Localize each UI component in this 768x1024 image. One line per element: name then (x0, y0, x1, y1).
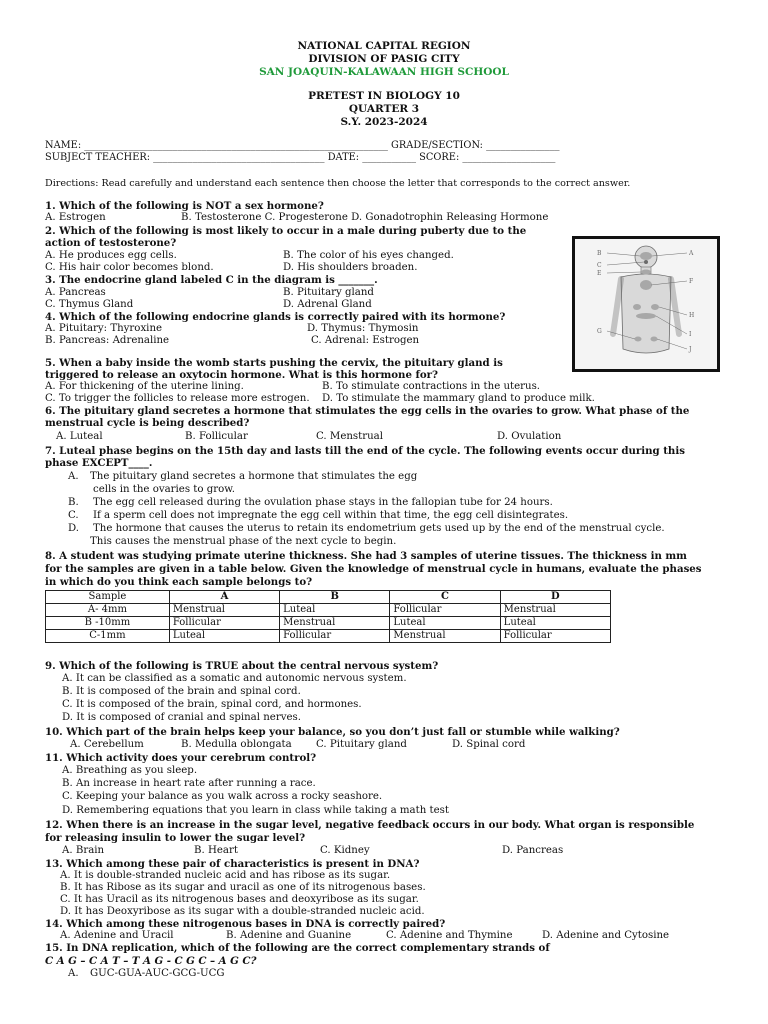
q6-option-c[interactable]: C. Menstrual (316, 431, 384, 442)
q14-option-b[interactable]: B. Adenine and Guanine (226, 930, 352, 941)
q7-option-b-letter[interactable]: B. (68, 497, 79, 508)
q13-option-d[interactable]: D. It has Deoxyribose as its sugar with a double-stranded nucleic acid. (60, 906, 425, 917)
q11-option-d[interactable]: D. Remembering equations that you learn in class while taking a math test (62, 805, 449, 816)
school-heading: SAN JOAQUIN-KALAWAAN HIGH SCHOOL (259, 66, 509, 78)
q7-option-c[interactable]: If a sperm cell does not impregnate the egg cell within that time, the egg cell disintegrates. (93, 510, 569, 521)
q2-option-b[interactable]: B. The color of his eyes changed. (283, 250, 454, 261)
q5-option-c[interactable]: C. To trigger the follicles to release more estrogen. (45, 393, 310, 404)
q9-option-b[interactable]: B. It is composed of the brain and spinal cord. (62, 686, 301, 697)
table-row (46, 630, 611, 643)
table-cell: Luteal (500, 617, 610, 630)
q15-stem: 15. In DNA replication, which of the following are the correct complementary strands of (45, 942, 550, 954)
q13-option-a[interactable]: A. It is double-stranded nucleic acid and has ribose as its sugar. (60, 870, 391, 881)
table-cell: B -10mm (46, 617, 170, 630)
table-header-sample: Sample (46, 591, 170, 604)
q14-option-a[interactable]: A. Adenine and Uracil (60, 930, 174, 941)
table-header-c: C (390, 591, 500, 604)
q11-option-a[interactable]: A. Breathing as you sleep. (62, 765, 198, 776)
q6-stem-line1: 6. The pituitary gland secretes a hormone that stimulates the egg cells in the ovaries to grow. What phase of the (45, 405, 690, 417)
table-row (46, 617, 611, 630)
q8-stem-line1: 8. A student was studying primate uterine thickness. She had 3 samples of uterine tissues. The thickness in mm (45, 550, 687, 562)
table-cell: Luteal (390, 617, 500, 630)
q10-option-d[interactable]: D. Spinal cord (452, 739, 526, 750)
q13-option-c[interactable]: C. It has Uracil as its nitrogenous bases and deoxyribose as its sugar. (60, 894, 419, 905)
region-heading: NATIONAL CAPITAL REGION (297, 40, 471, 52)
q1-options-bcd[interactable]: B. Testosterone C. Progesterone D. Gonadotrophin Releasing Hormone (181, 212, 549, 223)
table-cell: Follicular (390, 604, 500, 617)
q6-option-d[interactable]: D. Ovulation (497, 431, 562, 442)
q6-option-a[interactable]: A. Luteal (56, 431, 103, 442)
directions-text: Directions: Read carefully and understand each sentence then choose the letter that corresponds to the correct answer. (45, 178, 631, 189)
q7-option-a-letter[interactable]: A. (68, 471, 79, 482)
diagram-label-e: E (597, 270, 602, 277)
q7-option-d-line2[interactable]: This causes the menstrual phase of the next cycle to begin. (90, 536, 397, 547)
uterine-thickness-table (45, 590, 611, 643)
table-cell: Luteal (280, 604, 390, 617)
q9-option-d[interactable]: D. It is composed of cranial and spinal nerves. (62, 712, 301, 723)
q4-stem: 4. Which of the following endocrine glands is correctly paired with its hormone? (45, 311, 506, 323)
q10-option-b[interactable]: B. Medulla oblongata (181, 739, 292, 750)
q7-option-d-line1[interactable]: The hormone that causes the uterus to retain its endometrium gets used up by the end of the menstrual cycle. (93, 523, 665, 534)
q15-option-a-letter[interactable]: A. (68, 968, 79, 979)
q7-option-d-letter[interactable]: D. (68, 523, 80, 534)
q5-option-a[interactable]: A. For thickening of the uterine lining. (45, 381, 244, 392)
q12-option-d[interactable]: D. Pancreas (502, 845, 564, 856)
table-cell: Follicular (500, 630, 610, 643)
q5-stem-line1: 5. When a baby inside the womb starts pushing the cervix, the pituitary gland is (45, 357, 503, 369)
q9-option-c[interactable]: C. It is composed of the brain, spinal cord, and hormones. (62, 699, 362, 710)
q8-stem-line2: for the samples are given in a table below. Given the knowledge of menstrual cycle in humans, evaluate the phases (45, 563, 702, 575)
q14-option-c[interactable]: C. Adenine and Thymine (386, 930, 513, 941)
school-year-label: S.Y. 2023-2024 (340, 116, 428, 128)
q5-option-d[interactable]: D. To stimulate the mammary gland to produce milk. (322, 393, 595, 404)
teacher-date-score-fields[interactable]: SUBJECT TEACHER: ___________________________________ DATE: ___________ SCORE: ___________________ (45, 152, 556, 163)
q13-option-b[interactable]: B. It has Ribose as its sugar and uracil as one of its nitrogenous bases. (60, 882, 426, 893)
q9-stem: 9. Which of the following is TRUE about the central nervous system? (45, 660, 439, 672)
table-header-d: D (500, 591, 610, 604)
q14-option-d[interactable]: D. Adenine and Cytosine (542, 930, 670, 941)
diagram-label-f: F (689, 278, 694, 285)
test-title: PRETEST IN BIOLOGY 10 (308, 90, 460, 102)
name-grade-fields[interactable]: NAME: ______________________________________________________________ GRADE/SECTION: _______________ (45, 140, 560, 151)
q11-stem: 11. Which activity does your cerebrum control? (45, 752, 317, 764)
diagram-label-j: J (689, 346, 692, 353)
quarter-label: QUARTER 3 (348, 103, 420, 115)
q7-option-b[interactable]: The egg cell released during the ovulation phase stays in the fallopian tube for 24 hours. (93, 497, 553, 508)
table-cell: Follicular (169, 617, 279, 630)
q7-stem-line1: 7. Luteal phase begins on the 15th day and lasts till the end of the cycle. The following events occur during this (45, 445, 685, 457)
q12-stem-line2: for releasing insulin to lower the sugar level? (45, 832, 306, 844)
q8-stem-line3: in which do you think each sample belongs to? (45, 576, 313, 588)
q12-option-a[interactable]: A. Brain (62, 845, 105, 856)
q3-stem: 3. The endocrine gland labeled C in the diagram is _______. (45, 274, 378, 286)
q2-option-c[interactable]: C. His hair color becomes blond. (45, 262, 214, 273)
q7-option-a-line1[interactable]: The pituitary gland secretes a hormone that stimulates the egg (90, 471, 418, 482)
q11-option-c[interactable]: C. Keeping your balance as you walk across a rocky seashore. (62, 791, 383, 802)
q12-option-c[interactable]: C. Kidney (320, 845, 370, 856)
q3-option-d[interactable]: D. Adrenal Gland (283, 299, 372, 310)
q7-option-c-letter[interactable]: C. (68, 510, 79, 521)
endocrine-diagram (572, 236, 720, 372)
q5-option-b[interactable]: B. To stimulate contractions in the uterus. (322, 381, 541, 392)
table-cell: Menstrual (390, 630, 500, 643)
table-cell: Menstrual (169, 604, 279, 617)
q5-stem-line2: triggered to release an oxytocin hormone. What is this hormone for? (45, 369, 439, 381)
diagram-label-g: G (597, 328, 602, 335)
q15-dna-sequence: C A G – C A T – T A G - C G C – A G C? (45, 955, 257, 967)
table-cell: Luteal (169, 630, 279, 643)
q1-stem: 1. Which of the following is NOT a sex hormone? (45, 200, 324, 212)
q6-stem-line2: menstrual cycle is being described? (45, 417, 250, 429)
q2-stem-line2: action of testosterone? (45, 237, 177, 249)
table-row (46, 604, 611, 617)
q3-option-b[interactable]: B. Pituitary gland (283, 287, 374, 298)
table-cell: Menstrual (500, 604, 610, 617)
table-header-row (46, 591, 611, 604)
q7-stem-line2: phase EXCEPT____. (45, 457, 153, 469)
q3-option-c[interactable]: C. Thymus Gland (45, 299, 134, 310)
q4-option-c[interactable]: C. Adrenal: Estrogen (311, 335, 420, 346)
q9-option-a[interactable]: A. It can be classified as a somatic and autonomic nervous system. (62, 673, 407, 684)
q12-stem-line1: 12. When there is an increase in the sugar level, negative feedback occurs in our body. What organ is responsible (45, 819, 695, 831)
diagram-label-c: C (597, 262, 602, 269)
q2-option-a[interactable]: A. He produces egg cells. (45, 250, 177, 261)
q13-stem: 13. Which among these pair of characteristics is present in DNA? (45, 858, 420, 870)
q3-option-a[interactable]: A. Pancreas (45, 287, 106, 298)
table-cell: Menstrual (280, 617, 390, 630)
diagram-label-h: H (689, 312, 695, 319)
q6-option-b[interactable]: B. Follicular (185, 431, 248, 442)
table-cell: Follicular (280, 630, 390, 643)
q4-option-b[interactable]: B. Pancreas: Adrenaline (45, 335, 170, 346)
q10-option-c[interactable]: C. Pituitary gland (316, 739, 407, 750)
q15-option-a[interactable]: GUC-GUA-AUC-GCG-UCG (90, 968, 225, 979)
q14-stem: 14. Which among these nitrogenous bases in DNA is correctly paired? (45, 918, 446, 930)
q4-option-a[interactable]: A. Pituitary: Thyroxine (45, 323, 163, 334)
q10-option-a[interactable]: A. Cerebellum (70, 739, 144, 750)
q7-option-a-line2[interactable]: cells in the ovaries to grow. (93, 484, 236, 495)
q11-option-b[interactable]: B. An increase in heart rate after running a race. (62, 778, 316, 789)
diagram-label-b: B (597, 250, 602, 257)
q10-stem: 10. Which part of the brain helps keep your balance, so you don’t just fall or stumble while walking? (45, 726, 620, 738)
q2-stem-line1: 2. Which of the following is most likely to occur in a male during puberty due to the (45, 225, 527, 237)
diagram-label-i: I (689, 331, 692, 338)
q2-option-d[interactable]: D. His shoulders broaden. (283, 262, 418, 273)
table-header-b: B (280, 591, 390, 604)
q1-option-a[interactable]: A. Estrogen (45, 212, 106, 223)
table-header-a: A (169, 591, 279, 604)
table-cell: C-1mm (46, 630, 170, 643)
q4-option-d[interactable]: D. Thymus: Thymosin (307, 323, 419, 334)
division-heading: DIVISION OF PASIG CITY (308, 53, 460, 65)
diagram-label-a: A (689, 250, 694, 257)
q12-option-b[interactable]: B. Heart (194, 845, 238, 856)
table-cell: A- 4mm (46, 604, 170, 617)
